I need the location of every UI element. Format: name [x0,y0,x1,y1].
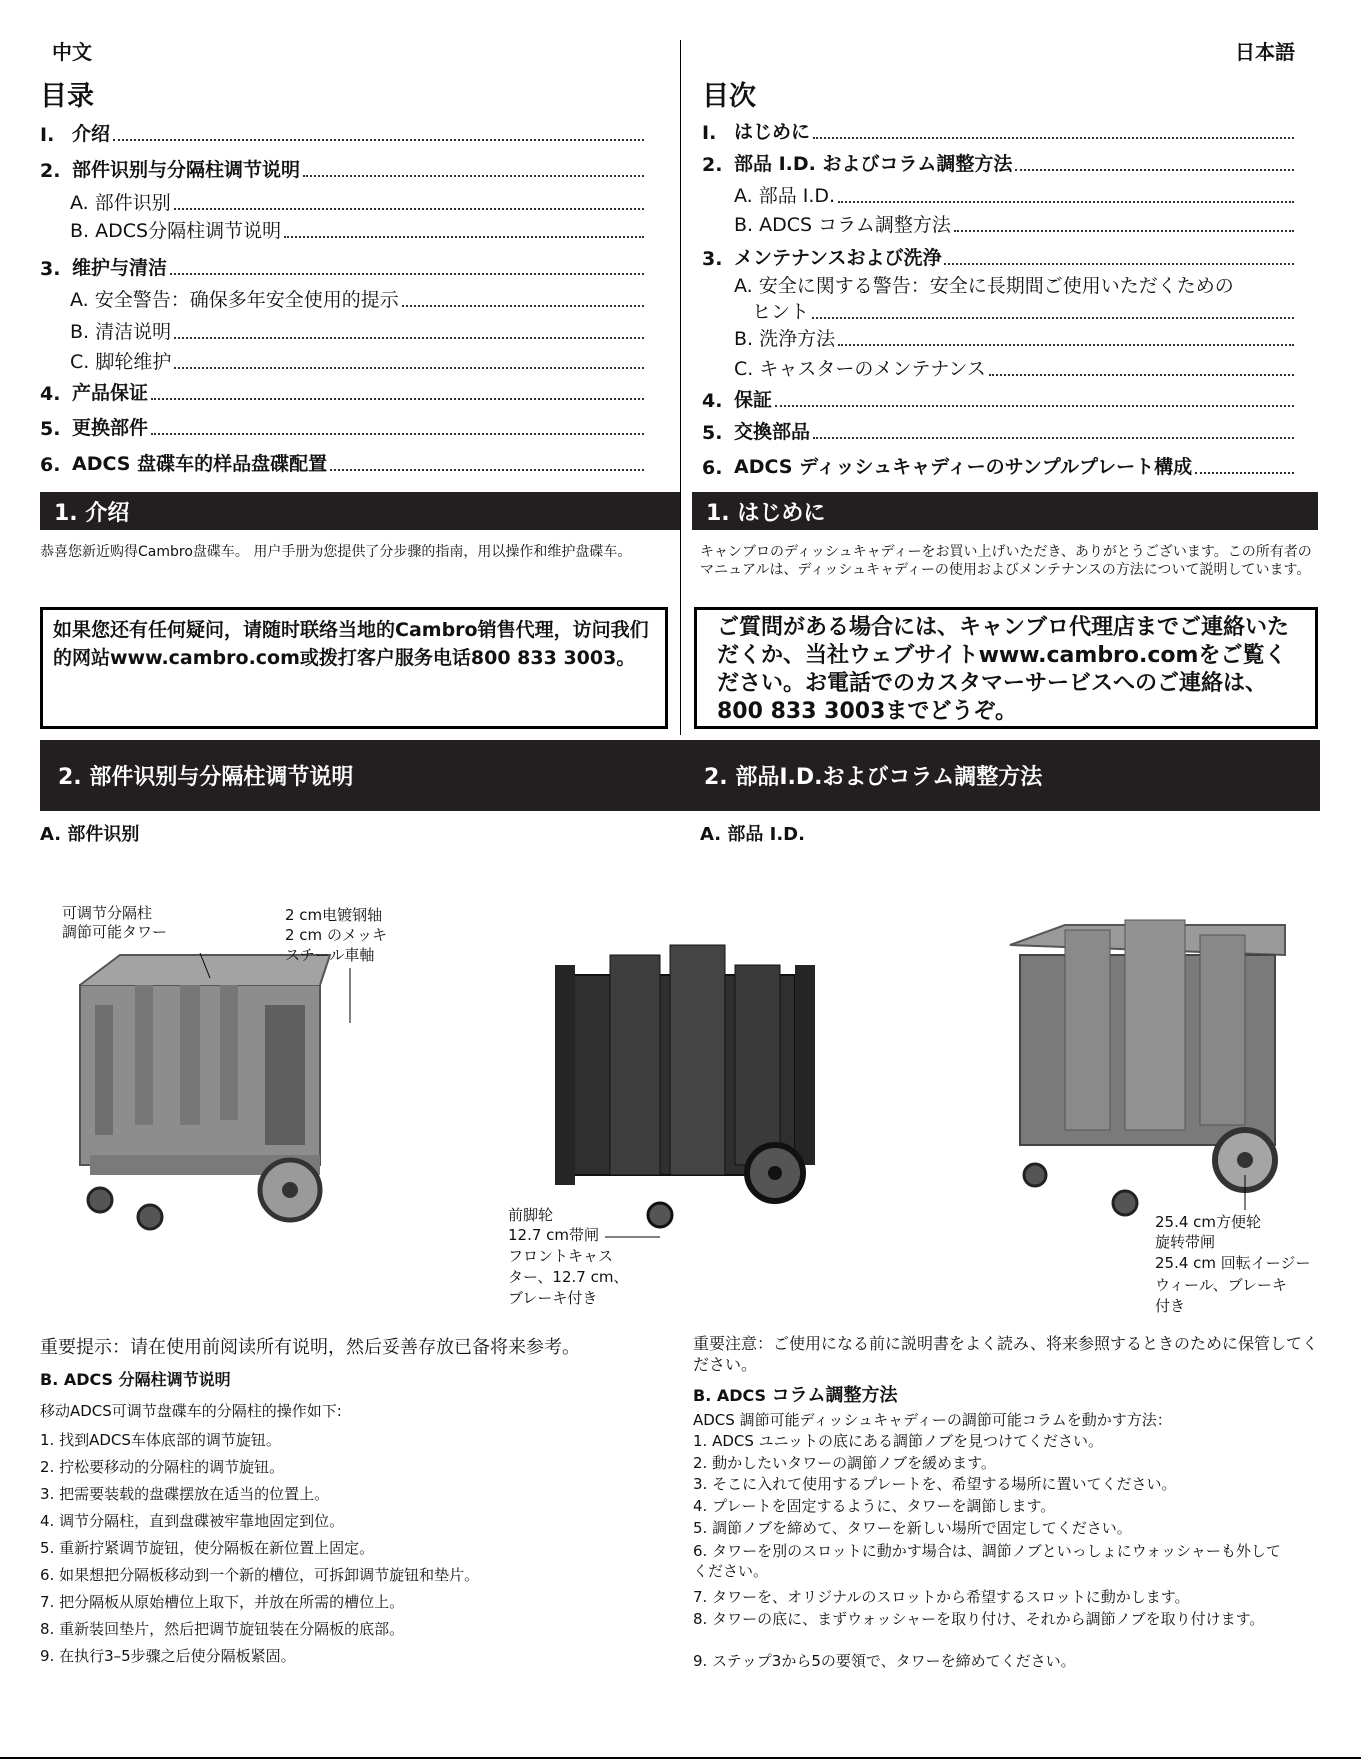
toc-item-number: 5. [40,418,61,440]
lang-label-ja: 日本語 [1235,40,1295,64]
toc-item-label: ヒント [752,301,810,323]
toc-item[interactable] [70,188,646,215]
toc-leader-dots [174,367,644,369]
toc-item-number: 6. [702,457,723,479]
toc-item[interactable] [40,155,646,182]
sec2a-title-zh: A. 部件识别 [40,824,140,845]
toc-item[interactable] [734,324,1296,351]
toc-item[interactable] [702,417,1296,444]
step-item: 4. 调节分隔柱，直到盘碟被牢靠地固定到位。 [40,1512,345,1530]
contact-box-zh: 如果您还有任何疑问，请随时联络当地的Cambro销售代理，访问我们的网站www.cambro.com或拨打客户服务电话800 833 3003。 [40,607,668,729]
label-rear-ja-1: 25.4 cm 回転イージー [1155,1254,1311,1272]
intro-text-zh: 恭喜您新近购得Cambro盘碟车。 用户手册为您提供了分步骤的指南，用以操作和维护盘碟车。 [40,544,632,560]
step-item: 3. そこに入れて使用するプレートを、希望する場所に置いてください。 [693,1475,1177,1493]
toc-leader-dots [113,139,644,141]
toc-item-label: B. ADCS分隔柱调节说明 [70,220,282,242]
toc-item[interactable] [734,271,1296,298]
sec2-title-zh: 2. 部件识别与分隔柱调节说明 [58,765,354,790]
toc-item-number: 3. [40,258,61,280]
toc-item-label: 维护与清洁 [72,257,168,279]
toc-item-label: B. 清洁说明 [70,321,172,343]
toc-item[interactable] [40,378,646,405]
toc-leader-dots [1195,472,1294,474]
toc-item[interactable] [40,413,646,440]
toc-leader-dots [813,137,1294,139]
steps-intro-ja: ADCS 調節可能ディッシュキャディーの調節可能コラムを動かす方法： [693,1411,1172,1429]
step-item: 2. 拧松要移动的分隔柱的调节旋钮。 [40,1458,285,1476]
label-front-zh-1: 前脚轮 [508,1206,554,1224]
important-note-ja: 重要注意：ご使用になる前に説明書をよく読み、将来参照するときのために保管してください。 [693,1334,1318,1374]
toc-item[interactable] [40,253,646,280]
label-front-ja-1: フロントキャス [508,1247,614,1265]
label-front-ja-2: ター、12.7 cm、 [508,1268,629,1286]
toc-item-number: 3. [702,248,723,270]
toc-leader-dots [944,263,1294,265]
toc-leader-dots [303,175,644,177]
cart-image-dark [545,935,820,1230]
toc-leader-dots [174,208,644,210]
toc-item-label: 产品保证 [72,382,149,404]
label-axle-ja-1: 2 cm のメッキ [285,926,387,944]
toc-item-label: 保証 [734,389,773,411]
contact-box-ja: ご質問がある場合には、キャンブロ代理店までご連絡いただくか、当社ウェブサイトwww.cambro.comをご覧ください。お電話でのカスタマーサービスへのご連絡は、800 833 3003までどうぞ。 [694,607,1318,729]
sec2b-prefix-ja: B. ADCS [693,1386,767,1405]
toc-leader-dots [775,405,1294,407]
toc-leader-dots [402,305,644,307]
toc-item-label: 更换部件 [72,417,149,439]
sec2b-suffix-ja: コラム調整方法 [771,1385,898,1406]
intro-bar-zh: 1. 介绍 [40,492,680,530]
step-item: 5. 調節ノブを締めて、タワーを新しい場所で固定してください。 [693,1519,1132,1537]
toc-item-number: 4. [40,383,61,405]
toc-leader-dots [284,236,644,238]
label-rear-ja-3: 付き [1155,1297,1186,1315]
toc-item[interactable] [702,385,1296,412]
step-item: 7. 把分隔板从原始槽位上取下，并放在所需的槽位上。 [40,1593,405,1611]
sec2b-title-zh: B. ADCS 分隔柱调节说明 [40,1370,231,1389]
toc-item[interactable] [702,452,1296,479]
intro-bar-ja: 1. はじめに [692,492,1318,530]
toc-item[interactable] [70,347,646,374]
toc-item-label: A. 部件识别 [70,192,171,214]
toc-leader-dots [838,344,1294,346]
toc-item[interactable] [70,317,646,344]
toc-item-label: B. ADCS コラム調整方法 [734,214,951,236]
step-item: 9. 在执行3–5步骤之后使分隔板紧固。 [40,1647,296,1665]
label-rear-zh-2: 旋转带闸 [1155,1233,1216,1251]
toc-leader-dots [813,437,1294,439]
toc-leader-dots [989,374,1294,376]
toc-leader-dots [151,433,644,435]
toc-item-label: メンテナンスおよび洗浄 [734,247,942,269]
toc-leader-dots [174,337,644,339]
toc-item-label: C. 脚轮维护 [70,351,172,373]
toc-item[interactable] [40,449,646,476]
sec2-bar [40,740,1320,811]
sec2a-title-ja: A. 部品 I.D. [700,824,805,845]
step-item: 9. ステップ3から5の要領で、タワーを締めてください。 [693,1652,1076,1670]
lang-label-zh: 中文 [52,40,92,64]
step-item: 5. 重新拧紧调节旋钮，使分隔板在新位置上固定。 [40,1539,375,1557]
label-front-ja-3: ブレーキ付き [508,1289,598,1307]
toc-leader-dots [330,469,644,471]
steps-intro-zh: 移动ADCS可调节盘碟车的分隔柱的操作如下: [40,1402,342,1420]
toc-item-label: はじめに [734,121,811,143]
toc-item[interactable] [702,149,1296,176]
label-column-ja: 調節可能タワー [62,923,168,941]
toc-title-zh: 目录 [40,81,94,112]
toc-item-number: 4. [702,390,723,412]
label-column-zh: 可调节分隔柱 [62,904,153,922]
toc-item-label: 交換部品 [734,421,811,443]
label-axle-ja-2: スチール車軸 [285,946,375,964]
toc-item[interactable] [734,354,1296,381]
step-item: 1. 找到ADCS车体底部的调节旋钮。 [40,1431,281,1449]
footer-rule [0,1757,1361,1759]
toc-item[interactable] [40,119,646,146]
toc-leader-dots [1015,169,1294,171]
step-item: 8. タワーの底に、まずウォッシャーを取り付け、それから調節ノブを取り付けます。 [693,1610,1265,1628]
toc-item-label: 部品 I.D. およびコラム調整方法 [734,153,1013,175]
toc-item[interactable] [70,216,646,243]
toc-title-ja: 目次 [702,81,756,112]
toc-item-number: 2. [40,160,61,182]
step-item: 7. タワーを、オリジナルのスロットから希望するスロットに動かします。 [693,1588,1190,1606]
sec2b-title-ja [693,1381,897,1407]
toc-leader-dots [151,398,644,400]
toc-item-label: 介绍 [72,123,111,145]
label-rear-zh-1: 25.4 cm方便轮 [1155,1213,1262,1231]
toc-item-label: ADCS 盘碟车的样品盘碟配置 [72,453,328,475]
callout-line-rear [1240,1175,1250,1215]
toc-item-label: B. 洗浄方法 [734,328,836,350]
toc-item-number: I. [40,124,55,146]
column-divider [680,40,681,735]
label-rear-ja-2: ウィール、ブレーキ [1155,1276,1288,1294]
toc-item-number: 5. [702,422,723,444]
toc-leader-dots [838,201,1294,203]
toc-item-label: A. 部品 I.D. [734,185,836,207]
label-axle-zh: 2 cm电镀钢轴 [285,906,383,924]
toc-item[interactable] [70,285,646,312]
toc-item-number: 6. [40,454,61,476]
toc-leader-dots [170,273,644,275]
toc-item-label: 部件识别与分隔柱调节说明 [72,159,301,181]
step-item: 8. 重新装回垫片，然后把调节旋钮装在分隔板的底部。 [40,1620,405,1638]
label-front-zh-2: 12.7 cm带闸 [508,1226,600,1244]
step-item: 2. 動かしたいタワーの調節ノブを緩めます。 [693,1454,996,1472]
cart-image-mid [1005,915,1295,1220]
step-item: 1. ADCS ユニットの底にある調節ノブを見つけてください。 [693,1432,1104,1450]
toc-item-number: 2. [702,154,723,176]
toc-item-label: A. 安全に関する警告：安全に長期間ご使用いただくための [734,275,1234,297]
step-item: 6. タワーを別のスロットに動かす場合は、調節ノブといっしょにウォッシャーも外してください。 [693,1542,1281,1580]
toc-item[interactable] [734,210,1296,237]
callout-line-front [605,1225,665,1245]
toc-item[interactable] [702,117,1296,144]
toc-item[interactable] [752,297,1296,324]
step-item: 6. 如果想把分隔板移动到一个新的槽位，可拆卸调节旋钮和垫片。 [40,1566,480,1584]
step-item: 4. プレートを固定するように、タワーを調節します。 [693,1497,1056,1515]
toc-item[interactable] [702,243,1296,270]
toc-leader-dots [954,230,1294,232]
intro-text-ja: キャンブロのディッシュキャディーをお買い上げいただき、ありがとうございます。この所有者のマニュアルは、ディッシュキャディーの使用およびメンテナンスの方法について説明しています。 [700,544,1312,578]
toc-item-label: ADCS ディッシュキャディーのサンプルプレート構成 [734,456,1193,478]
toc-item-label: C. キャスターのメンテナンス [734,358,986,380]
step-item: 3. 把需要装载的盘碟摆放在适当的位置上。 [40,1485,330,1503]
important-note-zh: 重要提示：请在使用前阅读所有说明，然后妥善存放已备将来参考。 [40,1337,580,1358]
toc-item[interactable] [734,181,1296,208]
toc-item-label: A. 安全警告：确保多年安全使用的提示 [70,289,399,311]
sec2-title-ja: 2. 部品I.D.およびコラム調整方法 [704,765,1043,790]
toc-item-number: I. [702,122,717,144]
toc-leader-dots [812,317,1294,319]
